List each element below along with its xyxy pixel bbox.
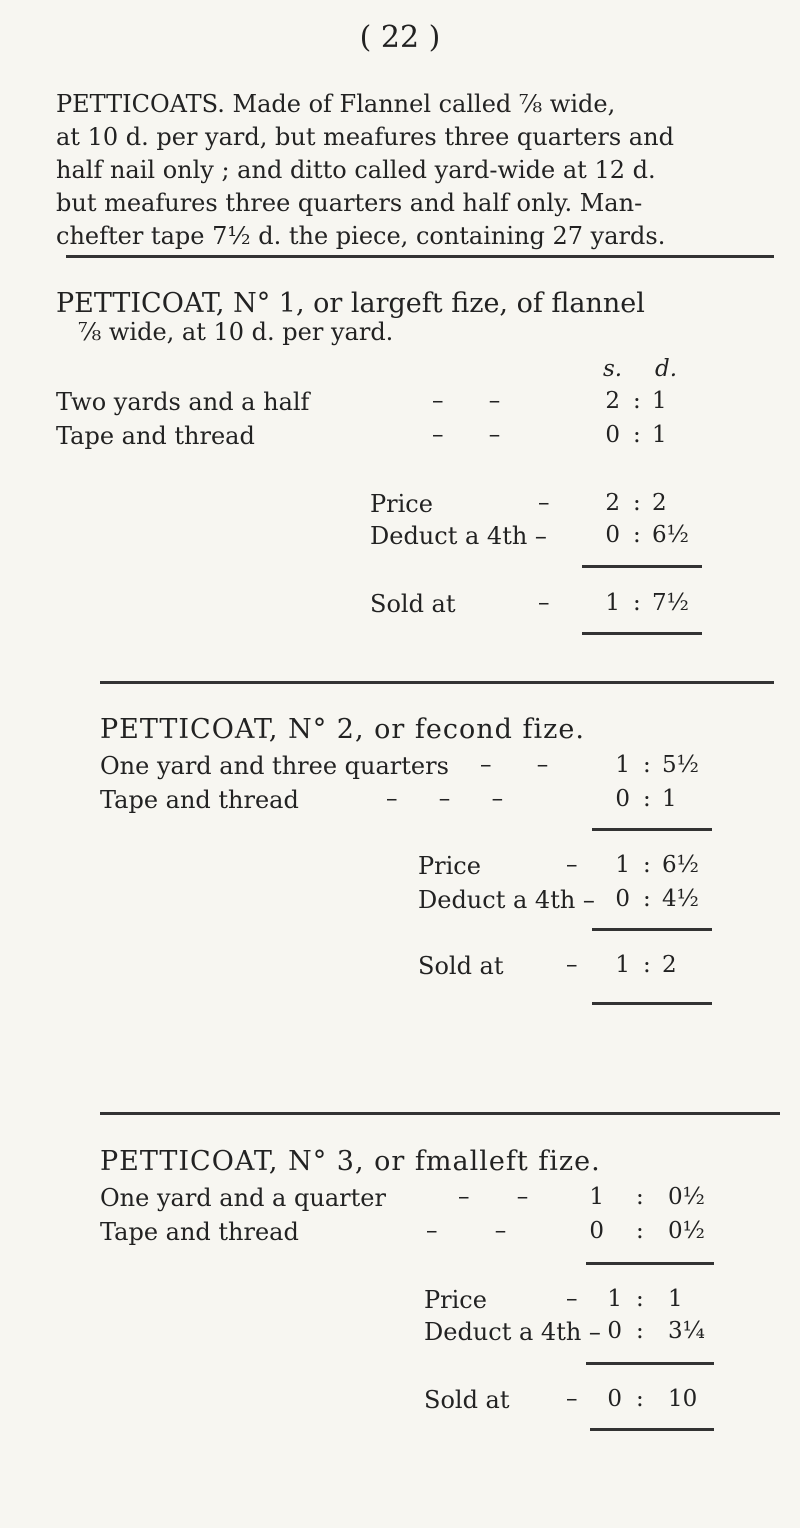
colon-separator: : (636, 1218, 644, 1244)
pence-value: 0½ (668, 1218, 705, 1244)
item-label: One yard and a quarter (100, 1184, 386, 1212)
pence-value: 5½ (662, 752, 699, 778)
leader-dash: – (538, 490, 550, 516)
sold-label: Sold at (370, 590, 456, 618)
sum-rule (592, 828, 712, 831)
item-label: Tape and thread (100, 786, 299, 814)
section-subtitle: ⅞ wide, at 10 d. per yard. (78, 318, 394, 346)
colon-separator: : (643, 852, 651, 878)
shillings-value: 1 (615, 852, 630, 878)
price-label: Price (424, 1286, 487, 1314)
colon-separator: : (636, 1318, 644, 1344)
leader-dash: – (566, 1286, 578, 1312)
shillings-value: 1 (589, 1184, 604, 1210)
colon-separator: : (643, 752, 651, 778)
sold-label: Sold at (424, 1386, 510, 1414)
colon-separator: : (643, 952, 651, 978)
section-divider (100, 681, 774, 684)
pence-value: 6½ (652, 522, 689, 548)
section-title: PETTICOAT, N° 2, or fecond fize. (100, 714, 585, 745)
shillings-value: 0 (589, 1218, 604, 1244)
colon-separator: : (633, 422, 641, 448)
shillings-column-header: s. (603, 356, 623, 382)
item-label: One yard and three quarters (100, 752, 449, 780)
intro-line: half nail only ; and ditto called yard-wide at 12 d. (56, 156, 656, 184)
shillings-value: 0 (605, 422, 620, 448)
shillings-value: 1 (605, 590, 620, 616)
colon-separator: : (633, 388, 641, 414)
section-title: PETTICOAT, N° 1, or largeft fize, of flannel (56, 288, 645, 319)
pence-value: 6½ (662, 852, 699, 878)
pence-value: 1 (668, 1286, 683, 1312)
colon-separator: : (633, 590, 641, 616)
colon-separator: : (633, 490, 641, 516)
colon-separator: : (633, 522, 641, 548)
leader-dashes: – – (432, 388, 501, 414)
item-label: Tape and thread (56, 422, 255, 450)
shillings-value: 0 (607, 1386, 622, 1412)
pence-value: 1 (652, 422, 667, 448)
leader-dash: – (566, 852, 578, 878)
intro-line: chefter tape 7½ d. the piece, containing 27 yards. (56, 222, 666, 250)
section-title: PETTICOAT, N° 3, or fmalleft fize. (100, 1146, 601, 1177)
leader-dashes: – – (432, 422, 501, 448)
pence-value: 2 (662, 952, 677, 978)
pence-column-header: d. (655, 356, 678, 382)
shillings-value: 0 (605, 522, 620, 548)
colon-separator: : (636, 1386, 644, 1412)
shillings-value: 1 (607, 1286, 622, 1312)
pence-value: 4½ (662, 886, 699, 912)
leader-dash: – (538, 590, 550, 616)
intro-line: at 10 d. per yard, but meafures three quarters and (56, 123, 674, 151)
pence-value: 3¼ (668, 1318, 705, 1344)
sum-rule (582, 565, 702, 568)
leader-dashes: – – (426, 1218, 507, 1244)
intro-line: PETTICOATS. Made of Flannel called ⅞ wide, (56, 90, 616, 118)
shillings-value: 1 (615, 952, 630, 978)
colon-separator: : (643, 886, 651, 912)
total-rule (592, 1002, 712, 1005)
section-divider (100, 1112, 780, 1115)
shillings-value: 0 (615, 786, 630, 812)
intro-paragraph (56, 88, 771, 253)
intro-line: but meafures three quarters and half only. Man- (56, 189, 643, 217)
pence-value: 7½ (652, 590, 689, 616)
colon-separator: : (643, 786, 651, 812)
pence-value: 10 (668, 1386, 698, 1412)
sum-rule (586, 1362, 714, 1365)
section-divider (66, 255, 774, 258)
deduct-label: Deduct a 4th – (418, 886, 595, 914)
deduct-label: Deduct a 4th – (424, 1318, 601, 1346)
colon-separator: : (636, 1184, 644, 1210)
item-label: Two yards and a half (56, 388, 310, 416)
sum-rule (586, 1262, 714, 1265)
total-rule (590, 1428, 714, 1431)
price-label: Price (370, 490, 433, 518)
leader-dashes: – – (458, 1184, 529, 1210)
item-label: Tape and thread (100, 1218, 299, 1246)
pence-value: 1 (662, 786, 677, 812)
sold-label: Sold at (418, 952, 504, 980)
price-label: Price (418, 852, 481, 880)
deduct-label: Deduct a 4th – (370, 522, 547, 550)
leader-dashes: – – (480, 752, 549, 778)
pence-value: 2 (652, 490, 667, 516)
pence-value: 1 (652, 388, 667, 414)
shillings-value: 1 (615, 752, 630, 778)
shillings-value: 2 (605, 388, 620, 414)
total-rule (582, 632, 702, 635)
shillings-value: 0 (607, 1318, 622, 1344)
colon-separator: : (636, 1286, 644, 1312)
leader-dash: – (566, 1386, 578, 1412)
leader-dash: – (566, 952, 578, 978)
shillings-value: 0 (615, 886, 630, 912)
sum-rule (592, 928, 712, 931)
leader-dashes: – – – (386, 786, 504, 812)
page-number: ( 22 ) (359, 20, 441, 55)
pence-value: 0½ (668, 1184, 705, 1210)
shillings-value: 2 (605, 490, 620, 516)
